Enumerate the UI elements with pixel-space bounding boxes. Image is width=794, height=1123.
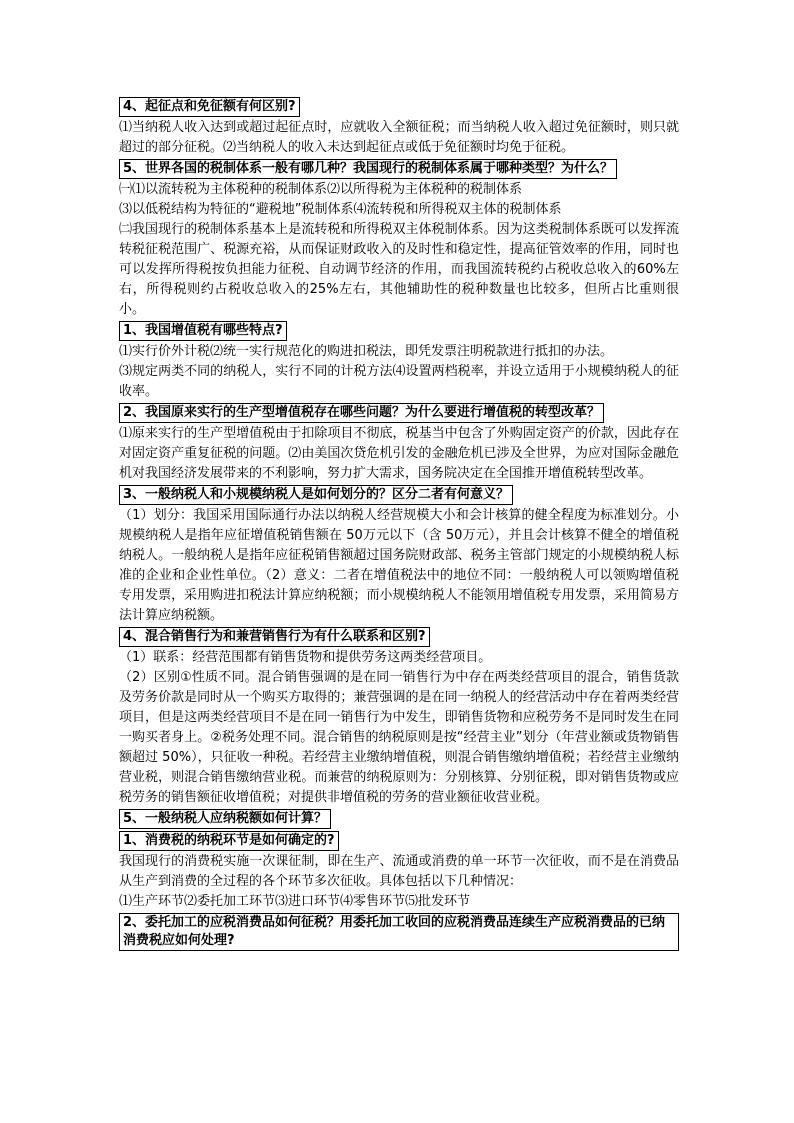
answer-paragraph: ⑴实行价外计税⑵统一实行规范化的购进扣税法，即凭发票注明税款进行抵扣的办法。 — [119, 344, 614, 359]
answer-paragraph: （2）区别①性质不同。混合销售强调的是在同一销售行为中存在两类经营项目的混合，销售货款及劳务价款是同时从一个购买方取得的；兼营强调的是在同一纳税人的经营活动中存在着两类经营项目，但是这两类经营项目不是在同一销售行为中发生，即销售货物和应税劳务不是同时发生在同一购买者身上。②税务处理不同。混合销售的纳税原则是按“经营主业”划分（年营业额或货物销售额超过 50%），只征收一种税。若经营主业缴纳增值税，则混合销售缴纳增值税；若经营主业缴纳营业税，则混合销售缴纳营业税。而兼营的纳税原则为：分别核算、分别征税，即对销售货物或应税劳务的销售额征收增值税；对提供非增值税的劳务的营业额征收营业税。 — [119, 670, 679, 805]
answer-paragraph: ⑶规定两类不同的纳税人，实行不同的计税方法⑷设置两档税率，并设立适用于小规模纳税人的征收率。 — [119, 364, 679, 399]
heading-text: 1、我国增值税有哪些特点? — [119, 321, 287, 341]
question-heading: 2、委托加工的应税消费品如何征税？用委托加工收回的应税消费品连续生产应税消费品的已纳消费税应如何处理? — [119, 913, 679, 951]
question-heading — [119, 830, 679, 852]
heading-text: 3、一般纳税人和小规模纳税人是如何划分的？区分二者有何意义？ — [119, 485, 513, 505]
document-body — [119, 96, 679, 952]
heading-text: 4、混合销售行为和兼营销售行为有什么联系和区别? — [119, 627, 430, 647]
question-heading — [119, 626, 679, 648]
answer-paragraph: （1）划分：我国采用国际通行办法以纳税人经营规模大小和会计核算的健全程度为标准划分。小规模纳税人是指年应征增值税销售额在 50万元以下（含 50万元），并且会计核算不健全的增值税纳税人。一般纳税人是指年应征税销售额超过国务院财政部、税务主管部门规定的小规模纳税人标准的企业和企业性单位。（2）意义：二者在增值税法中的地位不同：一般纳税人可以领购增值税专用发票，采用购进扣税法计算应纳税额；而小规模纳税人不能领用增值税专用发票，采用简易方法计算应纳税额。 — [119, 508, 679, 623]
heading-text: 5、世界各国的税制体系一般有哪几种？我国现行的税制体系属于哪种类型？为什么？ — [119, 159, 617, 179]
answer-paragraph: ⑶以低税结构为特征的“避税地”税制体系⑷流转税和所得税双主体的税制体系 — [119, 202, 562, 217]
question-heading — [119, 484, 679, 506]
answer-paragraph: 我国现行的消费税实施一次课征制，即在生产、流通或消费的单一环节一次征收，而不是在消费品从生产到消费的全过程的各个环节多次征收。具体包括以下几种情况： — [119, 854, 679, 889]
answer-paragraph: ㈡我国现行的税制体系基本上是流转税和所得税双主体税制体系。因为这类税制体系既可以发挥流转税征税范围广、税源充裕，从而保证财政收入的及时性和稳定性，提高征管效率的作用，同时也可以发挥所得税按负担能力征税、自动调节经济的作用，而我国流转税约占税收总收入的60%左右，所得税则约占税收总收入的25%左右，其他辅助性的税种数量也比较多，但所占比重则很小。 — [119, 222, 679, 317]
heading-text: 1、消费税的纳税环节是如何确定的? — [119, 831, 339, 851]
answer-paragraph: （1）联系：经营范围都有销售货物和提供劳务这两类经营项目。 — [119, 650, 492, 665]
answer-paragraph: ㈠⑴以流转税为主体税种的税制体系⑵以所得税为主体税种的税制体系 — [119, 182, 523, 197]
question-heading — [119, 402, 679, 424]
heading-text: 2、我国原来实行的生产型增值税存在哪些问题？为什么要进行增值税的转型改革？ — [119, 403, 604, 423]
question-heading — [119, 808, 679, 830]
answer-paragraph: ⑴当纳税人收入达到或超过起征点时，应就收入全额征税；而当纳税人收入超过免征额时，则只就超过的部分征税。⑵当纳税人的收入未达到起征点或低于免征额时均免于征税。 — [119, 120, 679, 155]
heading-text: 4、起征点和免征额有何区别? — [119, 97, 300, 117]
question-heading — [119, 96, 679, 118]
answer-paragraph: ⑴原来实行的生产型增值税由于扣除项目不彻底，税基当中包含了外购固定资产的价款，因此存在对固定资产重复征税的问题。⑵由美国次贷危机引发的金融危机已涉及全世界，为应对国际金融危机对我国经济发展带来的不利影响，努力扩大需求，国务院决定在全国推开增值税转型改革。 — [119, 426, 679, 481]
answer-paragraph: ⑴生产环节⑵委托加工环节⑶进口环节⑷零售环节⑸批发环节 — [119, 894, 471, 909]
heading-text: 5、一般纳税人应纳税额如何计算？ — [119, 809, 331, 829]
question-heading — [119, 158, 679, 180]
question-heading — [119, 320, 679, 342]
